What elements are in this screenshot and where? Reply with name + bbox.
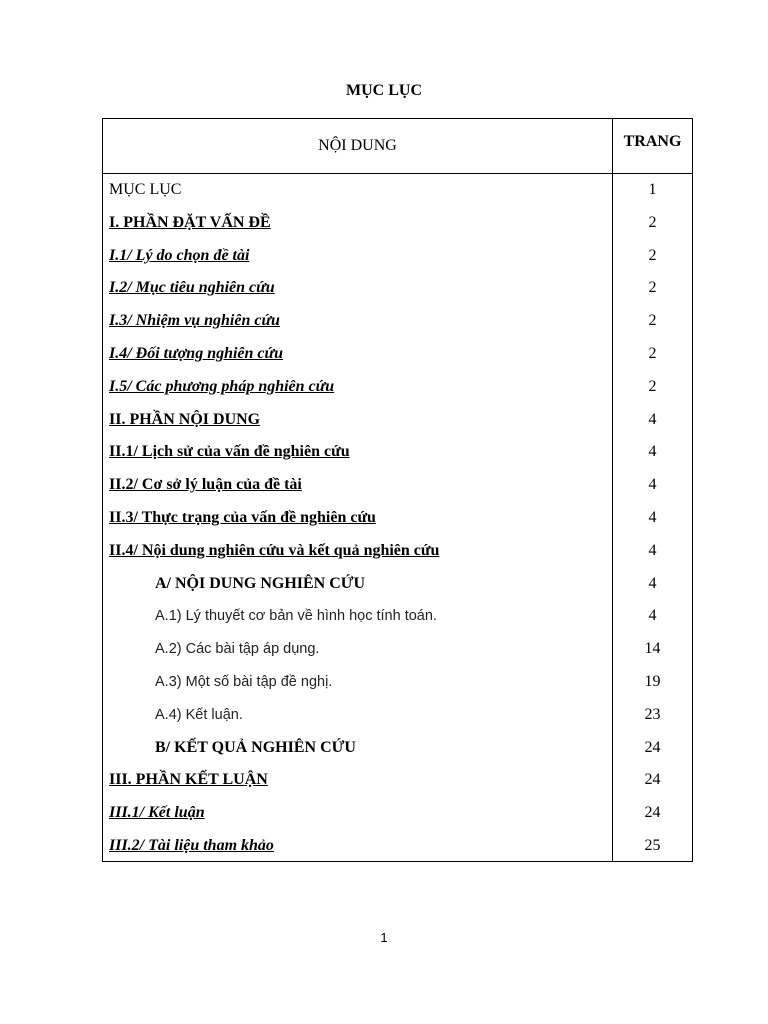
toc-entry[interactable] xyxy=(103,502,692,535)
toc-entry-page: 4 xyxy=(648,443,657,461)
toc-entry[interactable] xyxy=(103,404,692,437)
toc-entry[interactable] xyxy=(103,699,692,732)
toc-entry[interactable] xyxy=(103,600,692,633)
toc-entry-label[interactable]: MỤC LỤC xyxy=(109,181,182,198)
toc-entry-page: 24 xyxy=(644,804,661,822)
toc-entry-page: 19 xyxy=(644,672,661,690)
toc-entry-page: 4 xyxy=(648,607,657,625)
toc-entry-page: 24 xyxy=(644,738,661,756)
toc-entry[interactable] xyxy=(103,535,692,568)
toc-entry-label[interactable]: II.1/ Lịch sử của vấn đề nghiên cứu xyxy=(109,443,350,461)
toc-entry-label[interactable]: I.5/ Các phương pháp nghiên cứu xyxy=(109,377,335,395)
toc-entry-label[interactable]: A.3) Một số bài tập đề nghị. xyxy=(155,673,333,690)
toc-entry[interactable] xyxy=(103,338,692,371)
toc-entry-page: 2 xyxy=(648,377,657,395)
toc-entry-label[interactable]: I.1/ Lý do chọn đề tài xyxy=(109,246,250,264)
toc-entry-label[interactable]: III.1/ Kết luận xyxy=(109,804,205,822)
toc-entry-label[interactable]: A.4) Kết luận. xyxy=(155,706,243,723)
toc-entry-label[interactable]: I.3/ Nhiệm vụ nghiên cứu xyxy=(109,312,280,330)
toc-entry-page: 2 xyxy=(648,246,657,264)
toc-entry-page: 1 xyxy=(648,181,657,198)
toc-entry-page: 24 xyxy=(644,771,661,789)
toc-entry-label[interactable]: A.1) Lý thuyết cơ bản về hình học tính toán. xyxy=(155,608,437,625)
toc-entry-label[interactable]: A/ NỘI DUNG NGHIÊN CỨU xyxy=(155,574,366,592)
toc-entry[interactable] xyxy=(103,666,692,699)
toc-entry[interactable] xyxy=(103,272,692,305)
toc-entry-label[interactable]: I. PHẦN ĐẶT VẤN ĐỀ xyxy=(109,213,271,231)
toc-entry-label[interactable]: A.2) Các bài tập áp dụng. xyxy=(155,641,320,658)
toc-entry-label[interactable]: III.2/ Tài liệu tham khảo xyxy=(109,836,274,854)
toc-entry-label[interactable]: I.4/ Đối tượng nghiên cứu xyxy=(109,344,284,362)
toc-entry-label[interactable]: II.4/ Nội dung nghiên cứu và kết quả nghiên cứu xyxy=(109,541,440,559)
toc-entry-label[interactable]: II.3/ Thực trạng của vấn đề nghiên cứu xyxy=(109,508,376,526)
toc-entry[interactable] xyxy=(103,436,692,469)
toc-entry-page: 23 xyxy=(644,705,661,723)
table-of-contents xyxy=(102,118,693,862)
toc-entry-page: 2 xyxy=(648,213,657,231)
toc-entry[interactable] xyxy=(103,469,692,502)
toc-entry-page: 4 xyxy=(648,541,657,559)
toc-entry[interactable] xyxy=(103,797,692,830)
toc-entry-page: 14 xyxy=(644,640,661,658)
toc-entry[interactable] xyxy=(103,568,692,601)
toc-entry[interactable] xyxy=(103,371,692,404)
toc-entry[interactable] xyxy=(103,830,692,863)
toc-entry-page: 4 xyxy=(648,476,657,494)
toc-entry[interactable] xyxy=(103,732,692,765)
toc-entry-page: 25 xyxy=(644,836,661,854)
toc-entry-label[interactable]: II.2/ Cơ sở lý luận của đề tài xyxy=(109,476,302,494)
toc-entry[interactable] xyxy=(103,305,692,338)
toc-entry-page: 4 xyxy=(648,410,657,428)
toc-entry-page: 4 xyxy=(648,574,657,592)
toc-entry-label[interactable]: I.2/ Mục tiêu nghiên cứu xyxy=(109,279,275,297)
toc-entry-label[interactable]: II. PHẦN NỘI DUNG xyxy=(109,410,261,428)
toc-entry-page: 2 xyxy=(648,344,657,362)
toc-entry-page: 2 xyxy=(648,312,657,330)
toc-rows xyxy=(103,174,692,863)
toc-entry-label[interactable]: B/ KẾT QUẢ NGHIÊN CỨU xyxy=(155,738,356,756)
toc-entry-page: 2 xyxy=(648,279,657,297)
toc-entry[interactable] xyxy=(103,207,692,240)
toc-entry[interactable] xyxy=(103,174,692,207)
toc-entry-page: 4 xyxy=(648,508,657,526)
document-title: MỤC LỤC xyxy=(346,82,422,99)
header-content-label: NỘI DUNG xyxy=(318,137,397,154)
toc-entry[interactable] xyxy=(103,764,692,797)
toc-entry-label[interactable]: III. PHẦN KẾT LUẬN xyxy=(109,771,268,789)
page-number: 1 xyxy=(380,930,388,945)
toc-entry[interactable] xyxy=(103,633,692,666)
header-page-label: TRANG xyxy=(623,133,682,150)
toc-entry[interactable] xyxy=(103,240,692,273)
